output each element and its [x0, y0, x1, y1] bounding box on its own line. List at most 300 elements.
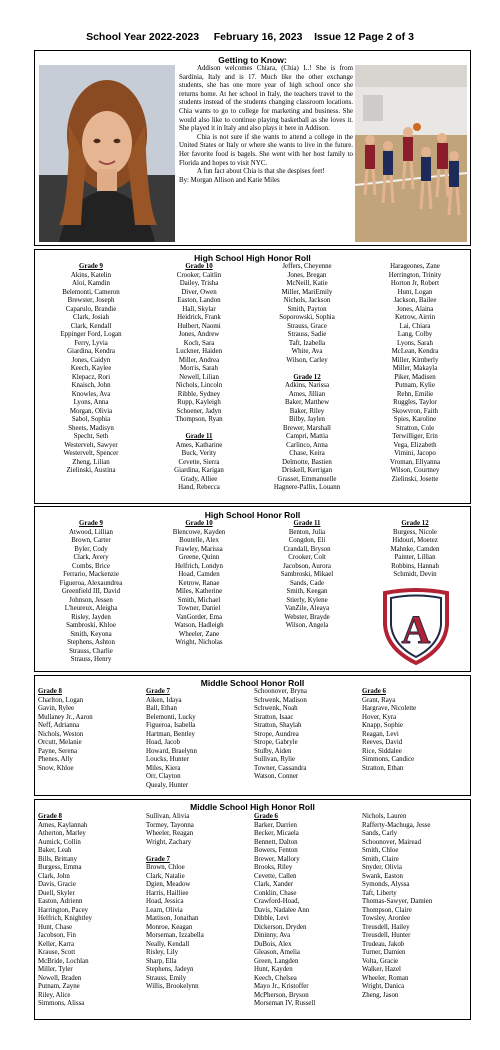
student-name: Dgien, Meadow [146, 881, 191, 888]
student-name: Nichols, Lauren [362, 813, 407, 820]
student-name: Morris, Sarah [180, 365, 218, 372]
hs-high-honor-col-2 [147, 263, 251, 493]
student-name: Wheeler, Zane [178, 630, 220, 638]
student-name: Hall, Skylar [182, 305, 216, 313]
grade-heading: Grade 6 [254, 813, 278, 820]
student-name: Zielinski, Austina [66, 467, 116, 474]
student-name: Smith, Claire [362, 855, 399, 863]
portrait-illustration [39, 65, 175, 242]
student-name: Byler, Cody [74, 545, 108, 553]
student-name: White, Ava [291, 348, 323, 355]
student-name: Mattison, Jonathan [146, 915, 199, 922]
student-name: Diver, Owen [181, 288, 217, 296]
student-name: Gleason, Amelia [254, 949, 300, 956]
student-name: Congdon, Eli [288, 537, 326, 544]
student-name: Dickerson, Dryden [254, 923, 307, 931]
student-name: Helfrich, Londyn [175, 562, 223, 570]
student-name: Treusdell, Hailey [362, 923, 410, 931]
spacer [147, 425, 251, 434]
student-name: Green, Langden [254, 957, 299, 965]
student-name: Conklin, Chase [254, 889, 297, 897]
getting-to-know-title: Getting to Know: [218, 55, 287, 65]
student-name: Hargrave, Nicolette [362, 705, 417, 712]
student-name: Greene, Quinn [178, 554, 220, 561]
student-name: Ames, Jillian [288, 390, 326, 398]
student-name: Sambroski, Mikael [280, 571, 334, 578]
student-name: Keech, Chelsea [254, 974, 297, 982]
student-name: Krause, Scott [38, 949, 76, 956]
hs-honor-roll-box [34, 506, 471, 672]
student-name: Strauss, Grace [287, 322, 327, 330]
page-header [0, 31, 500, 43]
student-name: Towsley, Aronlee [362, 915, 411, 922]
student-name: Miles, Kiera [146, 764, 181, 772]
student-name: Aumick, Collin [38, 838, 81, 846]
student-name: Becker, Micaela [254, 830, 299, 837]
student-name: Watson, Conner [254, 773, 299, 780]
ms-honor-col-4 [362, 688, 466, 773]
student-name: Wilson, Angela [285, 622, 329, 629]
ms-honor-col-1 [38, 688, 142, 773]
student-name: Ruggles, Taylor [393, 399, 437, 406]
student-name: Ribble, Sydney [177, 390, 221, 398]
student-name: Lang, Colby [397, 331, 433, 338]
student-name: Hand, Rebecca [178, 484, 220, 491]
ms-honor-col-2 [146, 688, 250, 790]
student-name: Jones, Alaina [396, 305, 434, 313]
student-name: Loucks, Hunter [146, 756, 189, 763]
student-name: Morseman, Izzabella [146, 932, 204, 939]
student-name: Willis, Brookelynn [146, 983, 199, 990]
student-name: Piker, Madisen [394, 373, 436, 381]
student-name: Buck, Verity [181, 450, 217, 457]
student-name: Painter, Lillian [394, 554, 436, 561]
student-name: Wright, Danica [362, 983, 405, 990]
student-name: Thompson, Claire [362, 906, 412, 914]
basketball-illustration [355, 65, 467, 242]
student-name: Rice, Siddalee [362, 747, 402, 755]
student-name: Stierly, Kylene [286, 596, 328, 604]
student-name: Adkins, Narissa [284, 382, 330, 389]
student-name: Strauss, Emily [146, 974, 187, 982]
student-name: Lyons, Anna [73, 399, 109, 406]
student-name: Mullaney Jr., Aaron [38, 713, 93, 721]
student-name: Herrington, Trinity [388, 271, 442, 279]
student-name: Aloi, Kamdin [72, 280, 110, 287]
student-name: Strope, Gabryle [254, 739, 298, 746]
student-name: Zheng, Jason [362, 991, 399, 999]
student-name: Duell, Skyler [38, 889, 75, 897]
student-name: Ferrario, Mackenzie [63, 571, 119, 578]
student-name: Terwilliger, Erin [392, 433, 438, 440]
student-name: Keller, Karra [38, 940, 75, 948]
student-name: Reeves, David [362, 739, 403, 746]
student-name: Vimini, Jacopo [394, 450, 436, 457]
ms-high-honor-col-3 [254, 813, 358, 1009]
student-name: Orcutt, Melanie [38, 739, 82, 746]
student-name: Ferry, Lyvia [74, 339, 108, 347]
student-name: Bills, Brittany [38, 855, 78, 863]
student-name: Crandall, Bryson [283, 545, 331, 553]
student-name: Clark, Natalie [146, 872, 185, 880]
student-name: Simmons, Candice [362, 756, 415, 763]
student-name: Nichols, Weston [38, 730, 84, 738]
student-name: Harris, Hailliee [146, 889, 189, 897]
student-name: Skowvron, Faith [392, 407, 438, 415]
student-name: Carlinco, Anna [286, 441, 328, 449]
grade-heading: Grade 12 [293, 373, 321, 381]
grade-heading: Grade 6 [362, 688, 386, 695]
student-name: Vroman, Ellyanna [389, 458, 441, 466]
student-name: Clark, Josiah [73, 314, 109, 321]
student-name: Helfrich, Knightley [38, 915, 92, 922]
student-name: Stratton, Ethan [362, 764, 404, 772]
student-name: Ketrow, Airrin [394, 314, 436, 321]
student-name: Miller, Makayla [392, 365, 438, 372]
student-name: Miles, Katherine [175, 588, 223, 595]
student-name: Burgess, Emma [38, 864, 82, 871]
student-name: Baker, Riley [289, 407, 325, 415]
student-name: Turner, Damien [362, 949, 406, 956]
ms-high-honor-col-4 [362, 813, 474, 1000]
student-name: Clark, John [38, 872, 70, 880]
student-name: Nichols, Lincoln [175, 382, 223, 389]
student-name: Aiken, Idaya [146, 696, 182, 704]
student-name: Brown, Chloe [146, 864, 185, 871]
basketball-game-photo [355, 65, 467, 242]
student-name: Strope, Aundrea [254, 730, 299, 738]
student-name: Easton, Adrienn [38, 898, 83, 905]
student-name: Stratton, Isaac [254, 713, 294, 721]
student-name: Snyder, Olivia [362, 864, 402, 871]
student-name: Easton, Landon [177, 297, 221, 304]
hs-honor-col-1 [39, 520, 143, 665]
getting-to-know-box [34, 50, 471, 246]
hs-high-honor-col-3 [255, 263, 359, 493]
spacer [146, 847, 250, 856]
student-name: Walker, Hazel [362, 966, 401, 973]
student-name: Crooker, Caitlin [176, 271, 222, 279]
student-name: Bennett, Dalton [254, 838, 298, 846]
shield-icon [381, 587, 451, 667]
student-name: Eppinger Ford, Logan [60, 331, 122, 338]
hs-high-honor-col-4 [363, 263, 467, 484]
student-name: Figueroa, Isabella [146, 722, 196, 729]
student-name: Hidouri, Moetez [392, 537, 438, 544]
student-name: Towner, Cassandra [254, 764, 307, 772]
student-name: Klepacz, Rori [71, 373, 111, 381]
student-name: Stephens, Jadeyn [146, 966, 194, 973]
grade-heading: Grade 8 [38, 688, 62, 695]
student-name: Orr, Clayton [146, 773, 181, 780]
student-name: Bowers, Fenton [254, 847, 298, 854]
student-name: Clark, Avery [73, 554, 109, 561]
student-name: Specht, Seth [73, 433, 109, 440]
student-name: Knapp, Sophie [362, 722, 403, 729]
student-name: Campri, Mattia [285, 433, 329, 440]
student-name: Watson, Hadleigh [174, 622, 224, 629]
student-name: Brewster, Joseph [67, 297, 115, 304]
student-name: Tormey, Tayonna [146, 821, 194, 829]
student-name: Delmotte, Bastien [282, 458, 332, 466]
student-name: Soporowski, Sophia [279, 314, 335, 321]
student-name: Morseman IV, Russell [254, 1000, 316, 1007]
student-name: Baker, Matthew [284, 399, 330, 406]
student-name: Sheets, Madisyn [68, 424, 114, 432]
ms-honor-col-3 [254, 688, 358, 782]
hs-honor-col-2 [147, 520, 251, 648]
student-name: Treusdell, Hunter [362, 932, 411, 939]
student-name: Riley, Alice [38, 991, 71, 999]
student-name: Nichols, Jackson [283, 297, 331, 304]
student-name: Smith, Michael [177, 596, 221, 604]
student-name: Stulby, Aiden [254, 747, 292, 755]
ms-honor-roll-box [34, 675, 471, 796]
school-shield-logo [381, 587, 451, 667]
student-name: Knowles, Ava [71, 390, 111, 398]
student-name: Miller, MariEmily [281, 288, 333, 296]
student-name: Sullivan, Rylie [254, 756, 296, 763]
student-name: Jeffers, Cheyenne [282, 263, 332, 270]
student-name: Neally, Kendall [146, 940, 190, 948]
student-name: McPherson, Bryson [254, 991, 309, 999]
student-name: Smith, Chloe [362, 847, 399, 854]
student-name: Cevette, Callen [254, 872, 297, 880]
grade-heading: Grade 9 [79, 520, 103, 527]
student-name: Symonds, Alyssa [362, 881, 410, 888]
student-name: Rafferty-Machuga, Jesse [362, 821, 431, 829]
student-name: Harrington, Pacey [38, 906, 89, 914]
student-name: Thompson, Ryan [175, 416, 223, 423]
student-name: Volta, Gracie [362, 957, 399, 965]
student-name: Stratton, Shaylah [254, 722, 302, 729]
student-name: Schwenk, Madison [254, 696, 307, 704]
student-name: Miller, Andrea [178, 356, 220, 364]
student-name: Blencowe, Kayden [172, 528, 226, 536]
student-name: Horton Jr, Robert [390, 280, 440, 287]
student-name: Wright, Zachary [146, 838, 192, 846]
student-name: DuBois, Alex [254, 940, 292, 948]
student-name: Towner, Daniel [177, 605, 221, 612]
student-name: Baker, Leah [38, 847, 72, 854]
student-name: Dailey, Trisha [179, 280, 219, 287]
student-name: Burgess, Nicole [393, 528, 437, 536]
student-name: Trudeau, Jakob [362, 940, 405, 948]
student-name: Belemonti, Lucky [146, 713, 196, 721]
student-name: Knaisch, John [71, 382, 111, 389]
student-name: Strauss, Charlie [69, 647, 113, 655]
student-name: Swank, Easton [362, 872, 403, 880]
student-name: Sharp, Ella [146, 957, 177, 965]
hs-high-honor-col-1 [39, 263, 143, 476]
student-name: Webster, Brayde [284, 613, 330, 621]
student-name: Giardina, Kendra [67, 348, 115, 355]
student-name: Johnson, Jessen [69, 596, 113, 604]
student-name: Cevette, Sierra [178, 458, 220, 466]
student-name: Putnam, Zayne [38, 983, 80, 990]
article-paragraph-1: Addison welcomes Chiara, (Chia) L.! She is from Sardinia, Italy and is 17. Much like the other exchange students, she has one more year of high school once she returns home. At her school in Italy, the teachers travel to the students instead of the students changing classroom locations. Chia wants to go to college for marketing and business. She would also like to continue playing basketball as she loves it. She played it in Italy and also plays it here in Addison. [179, 65, 353, 133]
student-name: Mayo Jr., Kristoffer [254, 983, 309, 990]
student-name: Risley, Lily [146, 949, 179, 956]
student-name: Zielinski, Josette [391, 475, 439, 483]
student-name: Phenes, Ally [38, 756, 73, 763]
student-name: VanZile, Aleaya [284, 605, 330, 612]
hs-honor-roll-title: High School Honor Roll [204, 510, 301, 520]
student-name: Wilson, Courtney [390, 467, 440, 474]
student-name: Simmons, Alissa [38, 1000, 85, 1007]
student-name: Hagnere-Pallix, Louann [273, 484, 341, 491]
grade-heading: Grade 11 [185, 433, 213, 440]
student-name: Belemonti, Cameron [62, 288, 120, 296]
issue-number: Issue 12 Page 2 of 3 [314, 31, 414, 43]
student-name: Hoad, Jacob [146, 739, 181, 746]
student-name: Jacobson, Fin [38, 932, 76, 939]
student-name: Miller, Tyler [38, 966, 73, 973]
student-name: Frawley, Marissa [175, 545, 223, 553]
student-name: Crawford-Hoad, [254, 898, 300, 905]
student-name: Bilby, Jaylen [289, 416, 325, 423]
article-paragraph-3: A fun fact about Chia is that she despises feet! [197, 168, 325, 176]
grade-heading: Grade 12 [401, 520, 429, 527]
student-name: Dibble, Levi [254, 915, 289, 922]
hs-high-honor-roll-title: High School High Honor Roll [194, 253, 311, 263]
student-name: Gavin, Rylee [38, 705, 75, 712]
student-name: Brooks, Riley [254, 864, 293, 871]
school-year: School Year 2022-2023 [86, 31, 200, 43]
student-name: Ball, Ethan [146, 705, 178, 712]
ms-high-honor-roll-box [34, 799, 471, 1020]
student-name: Quealy, Hunter [146, 781, 189, 789]
student-name: Jackson, Bailee [393, 297, 437, 304]
grade-heading: Grade 7 [146, 855, 170, 863]
student-name: Hulbert, Naomi [177, 322, 221, 330]
student-name: Hoad, Jessica [146, 898, 184, 905]
student-name: Schmidt, Devin [393, 571, 437, 578]
student-name: Atwood, Lillian [68, 528, 114, 536]
student-name: Jones, Bregan [287, 271, 327, 279]
getting-to-know-article [179, 65, 353, 185]
student-name: Lyons, Sarah [397, 339, 433, 347]
student-name: Luckner, Haiden [175, 348, 223, 355]
student-name: Brewer, Marshall [283, 424, 331, 432]
student-name: Akins, Katelin [70, 271, 112, 279]
student-name: Smith, Keyona [70, 630, 112, 638]
student-name: McBride, Lochlan [38, 957, 89, 965]
student-name: Sands, Carly [362, 830, 398, 837]
student-name: Rehn, Emilie [396, 390, 434, 398]
student-name: Smith, Payton [287, 305, 327, 313]
grade-heading: Grade 8 [38, 813, 62, 820]
student-name: Grant, Raya [362, 696, 396, 704]
grade-heading: Grade 7 [146, 688, 170, 695]
student-name: Heidrick, Frank [177, 314, 221, 321]
student-name: Wilson, Carley [286, 356, 328, 364]
grade-heading: Grade 10 [185, 520, 213, 527]
student-name: Mahnke, Camden [390, 545, 440, 553]
student-name: Taft, Liberty [362, 889, 397, 897]
student-name: Boutelle, Alex [179, 537, 219, 544]
ms-high-honor-col-1 [38, 813, 142, 1009]
student-name: Crooker, Colt [288, 554, 326, 561]
hs-honor-col-3 [255, 520, 359, 631]
student-name: Strauss, Henry [70, 656, 112, 663]
ms-high-honor-col-2 [146, 813, 250, 992]
student-name: Atherton, Marley [38, 830, 86, 837]
student-name: Benton, Julia [288, 528, 326, 536]
student-name: VanGorder, Ema [175, 613, 223, 621]
student-name: Putnam, Kylie [395, 382, 435, 389]
hs-high-honor-roll-box [34, 249, 471, 504]
student-name: Hoad, Camden [178, 571, 220, 578]
student-name: Thomas-Sawyer, Damien [362, 898, 433, 905]
student-name: Spies, Karoline [393, 416, 437, 423]
student-name: Learn, Olivia [146, 906, 183, 914]
student-name: Robbins, Hannah [391, 562, 439, 570]
student-name: Risley, Jayden [71, 613, 111, 621]
student-name: Hartman, Bentley [146, 730, 195, 738]
student-name: Jacobson, Aurora [283, 562, 331, 570]
student-name: Schoonover, Mairead [362, 838, 422, 846]
student-name: Stratton, Cole [395, 424, 435, 432]
student-name: Greenfield III, David [61, 588, 121, 595]
student-name: Newell, Lilian [179, 373, 219, 381]
student-name: Sambroski, Khloe [66, 622, 116, 629]
student-name: Davis, Gracie [38, 881, 76, 888]
student-name: Smith, Keegan [286, 588, 328, 595]
student-name: Brewer, Mallory [254, 855, 300, 863]
student-name: Newell, Braden [38, 974, 82, 982]
student-name: Miller, Kimberly [391, 356, 439, 364]
student-name: Davis, Nadalee Ann [254, 906, 310, 914]
student-name: Chase, Keira [289, 450, 325, 457]
student-name: Jones, Caidyn [71, 356, 111, 364]
student-name: Taft, Izabella [288, 339, 326, 347]
student-name: Wheeler, Roman [362, 974, 409, 982]
student-name: Payne, Serena [38, 747, 78, 755]
student-name: Jones, Andrew [178, 331, 220, 338]
hs-honor-col-4 [363, 520, 467, 580]
student-name: Zheng, Lilian [72, 458, 110, 466]
student-name: Ketrow, Ranae [178, 579, 220, 587]
ms-honor-roll-title: Middle School Honor Roll [200, 678, 305, 688]
student-name: Morgan, Olivia [69, 407, 113, 415]
student-name: Howard, Braelynn [146, 747, 197, 755]
student-name: Schoonover, Bryna [254, 688, 307, 695]
student-name: Lai, Chiara [399, 322, 431, 330]
logo-letter: A [401, 607, 431, 652]
student-name: Dininny, Ava [254, 932, 291, 939]
student-name: Snow, Khloe [38, 764, 74, 772]
grade-heading: Grade 11 [293, 520, 321, 527]
student-name: Monroe, Keagan [146, 923, 193, 931]
student-name: Westervelt, Sawyer [64, 441, 118, 449]
student-name: Reagan, Levi [362, 730, 399, 738]
student-name: Harageones, Zane [390, 263, 440, 270]
student-name: Wright, Nicholas [175, 639, 223, 646]
student-name: Hover, Kyra [362, 713, 397, 721]
student-name: Hunt, Kayden [254, 966, 293, 973]
student-name: Grady, Alliee [180, 475, 218, 483]
student-name: McNeill, Katie [286, 280, 328, 287]
student-name: Clark, Kendall [70, 322, 112, 330]
student-name: Stephens, Ashton [67, 639, 115, 646]
student-name: Vega, Elizabeth [393, 441, 437, 449]
student-name: Sullivan, Alivia [146, 813, 190, 820]
grade-heading: Grade 10 [185, 263, 213, 270]
student-name: Charlton, Logan [38, 696, 84, 704]
student-name: Schoener, Jadyn [176, 407, 222, 415]
student-name: Sabol, Sophia [71, 416, 111, 423]
